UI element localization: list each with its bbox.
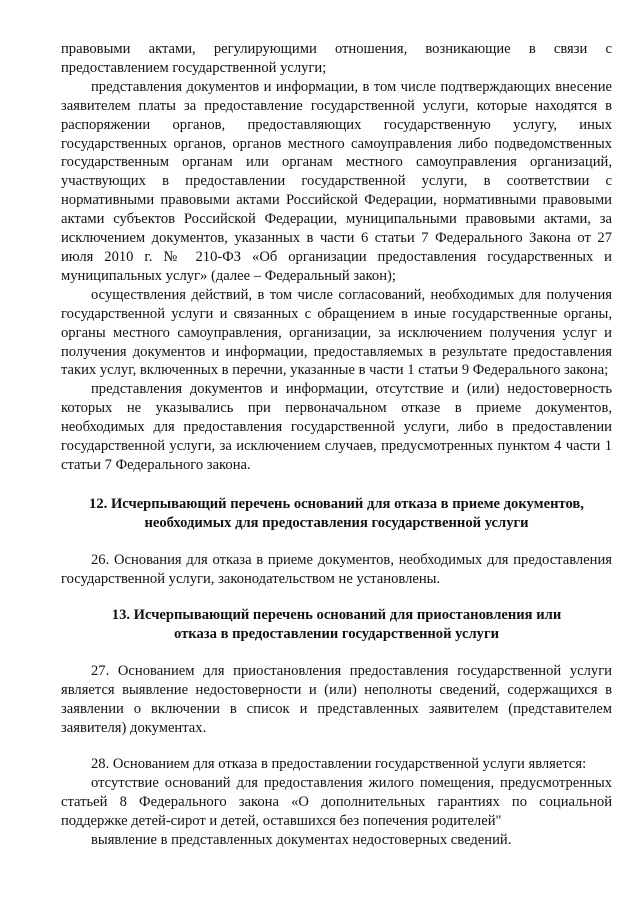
document-page <box>61 40 612 849</box>
paragraph-continuation: правовыми актами, регулирующими отношения, возникающие в связи с предоставлением государственной услуги; <box>61 41 612 76</box>
paragraph-documents-info: представления документов и информации, в том числе подтверждающих внесение заявителем платы за предоставление государственной услуги, которые находятся в распоряжении органов, предоставляющих государственную услугу, иных государственных органов, органов местного самоуправления либо подведомственных государственным органам или органам местного самоуправления организаций, участвующих в предоставлении государственной услуги, в соответствии с нормативными правовыми актами Российской Федерации, нормативными правовыми актами субъектов Российской Федерации, муниципальными правовыми актами, за исключением документов, указанных в части 6 статьи 7 Федерального Закона от 27 июля 2010 г. № 210-ФЗ «Об организации предоставления государственных и муниципальных услуг» (далее – Федеральный закон); <box>61 78 612 284</box>
paragraph-26: 26. Основания для отказа в приеме документов, необходимых для предоставления государственной услуги, законодательством не установлены. <box>61 551 612 587</box>
section-13-heading-line2: отказа в предоставлении государственной услуги <box>174 626 499 643</box>
section-12-heading <box>61 495 612 533</box>
paragraph-actions: осуществления действий, в том числе согласований, необходимых для получения государственной услуги и связанных с обращением в иные государственные органы, органы местного самоуправления, организации, за исключением получения услуг и получения документов и информации, предоставляемых в результате предоставления таких услуг, включенных в перечни, указанные в части 1 статьи 9 Федерального закона; <box>61 286 612 379</box>
paragraph-27: 27. Основанием для приостановления предоставления государственной услуги является выявление недостоверности и (или) неполноты сведений, содержащихся в заявлении о включении в список и представленных заявителем (представителем заявителя) документах. <box>61 663 612 736</box>
section-12-heading-line2: необходимых для предоставления государственной услуги <box>144 514 529 531</box>
section-12-heading-line1: 12. Исчерпывающий перечень оснований для отказа в приеме документов, <box>89 495 584 512</box>
paragraph-28: 28. Основанием для отказа в предоставлении государственной услуги является: <box>91 755 587 772</box>
paragraph-missing-docs: представления документов и информации, отсутствие и (или) недостоверность которых не указывались при первоначальном отказе в приеме документов, необходимых для предоставления государственной услуги, либо в предоставлении государственной услуги, за исключением случаев, предусмотренных пунктом 4 части 1 статьи 7 Федерального закона. <box>61 381 612 473</box>
paragraph-28-item-1: отсутствие оснований для предоставления жилого помещения, предусмотренных статьей 8 Федерального закона «О дополнительных гарантиях по социальной поддержке детей-сирот и детей, оставшихся без попечения родителей" <box>61 774 612 829</box>
section-13-heading-line1: 13. Исчерпывающий перечень оснований для приостановления или <box>111 607 562 624</box>
section-13-heading <box>61 606 612 644</box>
paragraph-28-item-2: выявление в представленных документах недостоверных сведений. <box>91 831 512 848</box>
